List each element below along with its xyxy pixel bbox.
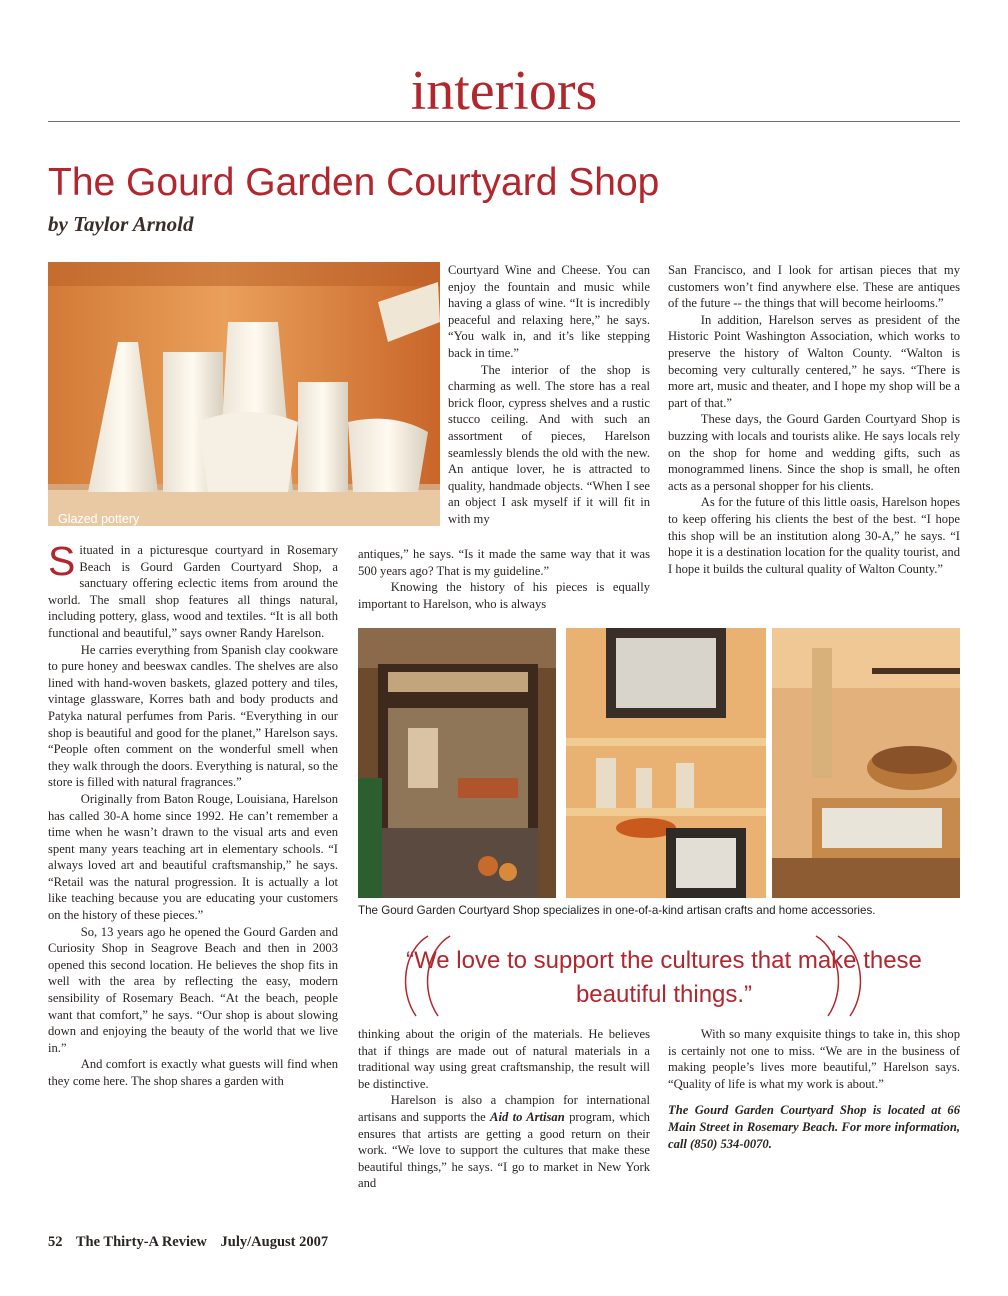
doorway-illustration	[358, 628, 556, 898]
magazine-name: The Thirty-A Review	[75, 1234, 207, 1250]
article-column-2-wide: antiques,” he says. “Is it made the same way that it was 500 years ago? That is my guideline.” Knowing the history of his pieces is equally important to Harelson, who is always	[358, 547, 650, 611]
page-number: 52	[48, 1234, 63, 1250]
pull-quote	[364, 930, 964, 1020]
photo-strip-caption: The Gourd Garden Courtyard Shop specializes in one-of-a-kind artisan crafts and home accessories.	[358, 904, 876, 917]
glassware-shelf-photo	[566, 628, 766, 898]
photo-caption: Glazed pottery	[58, 512, 140, 526]
shop-info: The Gourd Garden Courtyard Shop is located at 66 Main Street in Rosemary Beach. For more information, call (850) 534-0070.	[668, 1103, 960, 1151]
pottery-illustration	[48, 262, 440, 526]
shop-doorway-photo	[358, 628, 556, 898]
article-column-3-bottom: With so many exquisite things to take in, this shop is certainly not one to miss. “We are in the business of making people’s lives more beautiful,” Harelson says. “Quality of life is what my work is about.” The Gourd Garden Courtyard Shop is located at 66 Main Street in Rosemary Beach. For more information, call (850) 534-0070.	[668, 1027, 960, 1151]
pottery-photo	[48, 262, 440, 526]
article-column-2-bottom: thinking about the origin of the materials. He believes that if things are made out of natural materials in a traditional way using great craftsmanship, the result will be distinctive. Harelson is also a champion for international artisans and supports the Aid to Artisan program, which ensures that artists are getting a good return on their work. “We love to support the cultures that make these beautiful things,” he says. “I go to market in New York and	[358, 1027, 650, 1191]
wood-bowls-photo	[772, 628, 960, 898]
shelf-illustration	[566, 628, 766, 898]
article-column-3: San Francisco, and I look for artisan pieces that my customers won’t find anywhere else. These are antiques of the future -- the things that will become heirlooms.” In addition, Harelson serves as president of the Historic Point Washington Association, which works to preserve the history of Walton County. “Walton is becoming very culturally centered,” he says. “There is more art, music and theater, and I hope my shop will be a part of that.” These days, the Gourd Garden Courtyard Shop is buzzing with locals and tourists alike. He says locals rely on the shop for home and wedding gifts, such as monogrammed linens. Since the shop is small, he often acts as a personal shopper for his clients. As for the future of this little oasis, Harelson hopes to keep offering his clients the best of the best. “I hope this shop will be an institution along 30-A,” he says. “I hope it is a destination location for the quality tourist, and I hope it builds the cultural quality of Walton County.”	[668, 263, 960, 576]
pull-quote-text: “We love to support the cultures that make these beautiful things.”	[406, 947, 922, 1008]
page-footer	[48, 1234, 338, 1251]
drop-cap: S	[48, 538, 76, 584]
header-rule	[48, 121, 960, 122]
article-column-1: Situated in a picturesque courtyard in Rosemary Beach is Gourd Garden Courtyard Shop, a sanctuary offering eclectic items from around the world. The small shop features all things natural, including pottery, glass, wood and textiles. “It is all both functional and beautiful,” says owner Randy Harelson. He carries everything from Spanish clay cookware to pure honey and beeswax candles. The shelves are also lined with hand-woven baskets, glazed pottery and tiles, vintage glassware, Korres bath and body products and Patyka natural perfumes from Paris. “Everything in our shop is beautiful and good for the planet,” Harelson says. “People often comment on the wonderful smell when they walk through the doors. Everything is natural, so the store is filled with natural fragrances.” Originally from Baton Rouge, Louisiana, Harelson has called 30-A home since 1992. He can’t remember a time when he wasn’t drawn to the visual arts and even spent many years teaching art in elementary schools. “I always loved art and beautiful craftsmanship,” he says. “Retail was the natural progression. It is actually a lot like teaching because you are educating your customers on the history of these pieces.” So, 13 years ago he opened the Gourd Garden and Curiosity Shop in Seagrove Beach and then in 2003 opened this second location. He believes the shop fits in well with the area by reflecting the easy, modern sensibility of Rosemary Beach. “At the beach, people want that comfort,” he says. “Our shop is about slowing down and enjoying the beauty of the world that we live in.” And comfort is exactly what guests will find when they come here. The shop shares a garden with	[48, 538, 338, 1088]
section-title: interiors	[410, 60, 598, 122]
program-name: Aid to Artisan	[490, 1109, 565, 1124]
bowls-illustration	[772, 628, 960, 898]
issue-date: July/August 2007	[220, 1234, 329, 1250]
article-byline: by Taylor Arnold	[48, 212, 194, 236]
article-headline: The Gourd Garden Courtyard Shop	[48, 161, 660, 204]
article-column-2-top: Courtyard Wine and Cheese. You can enjoy the fountain and music while having a glass of wine. “It is incredibly peaceful and relaxing here,” he says. “You walk in, and it’s like stepping back in time.” The interior of the shop is charming as well. The store has a real brick floor, cypress shelves and a rustic stucco ceiling. And with such an assortment of pieces, Harelson seamlessly blends the old with the new. An antique lover, he is attracted to quality, handmade objects. “When I see an object I ask myself if it will fit in with my	[448, 263, 650, 526]
